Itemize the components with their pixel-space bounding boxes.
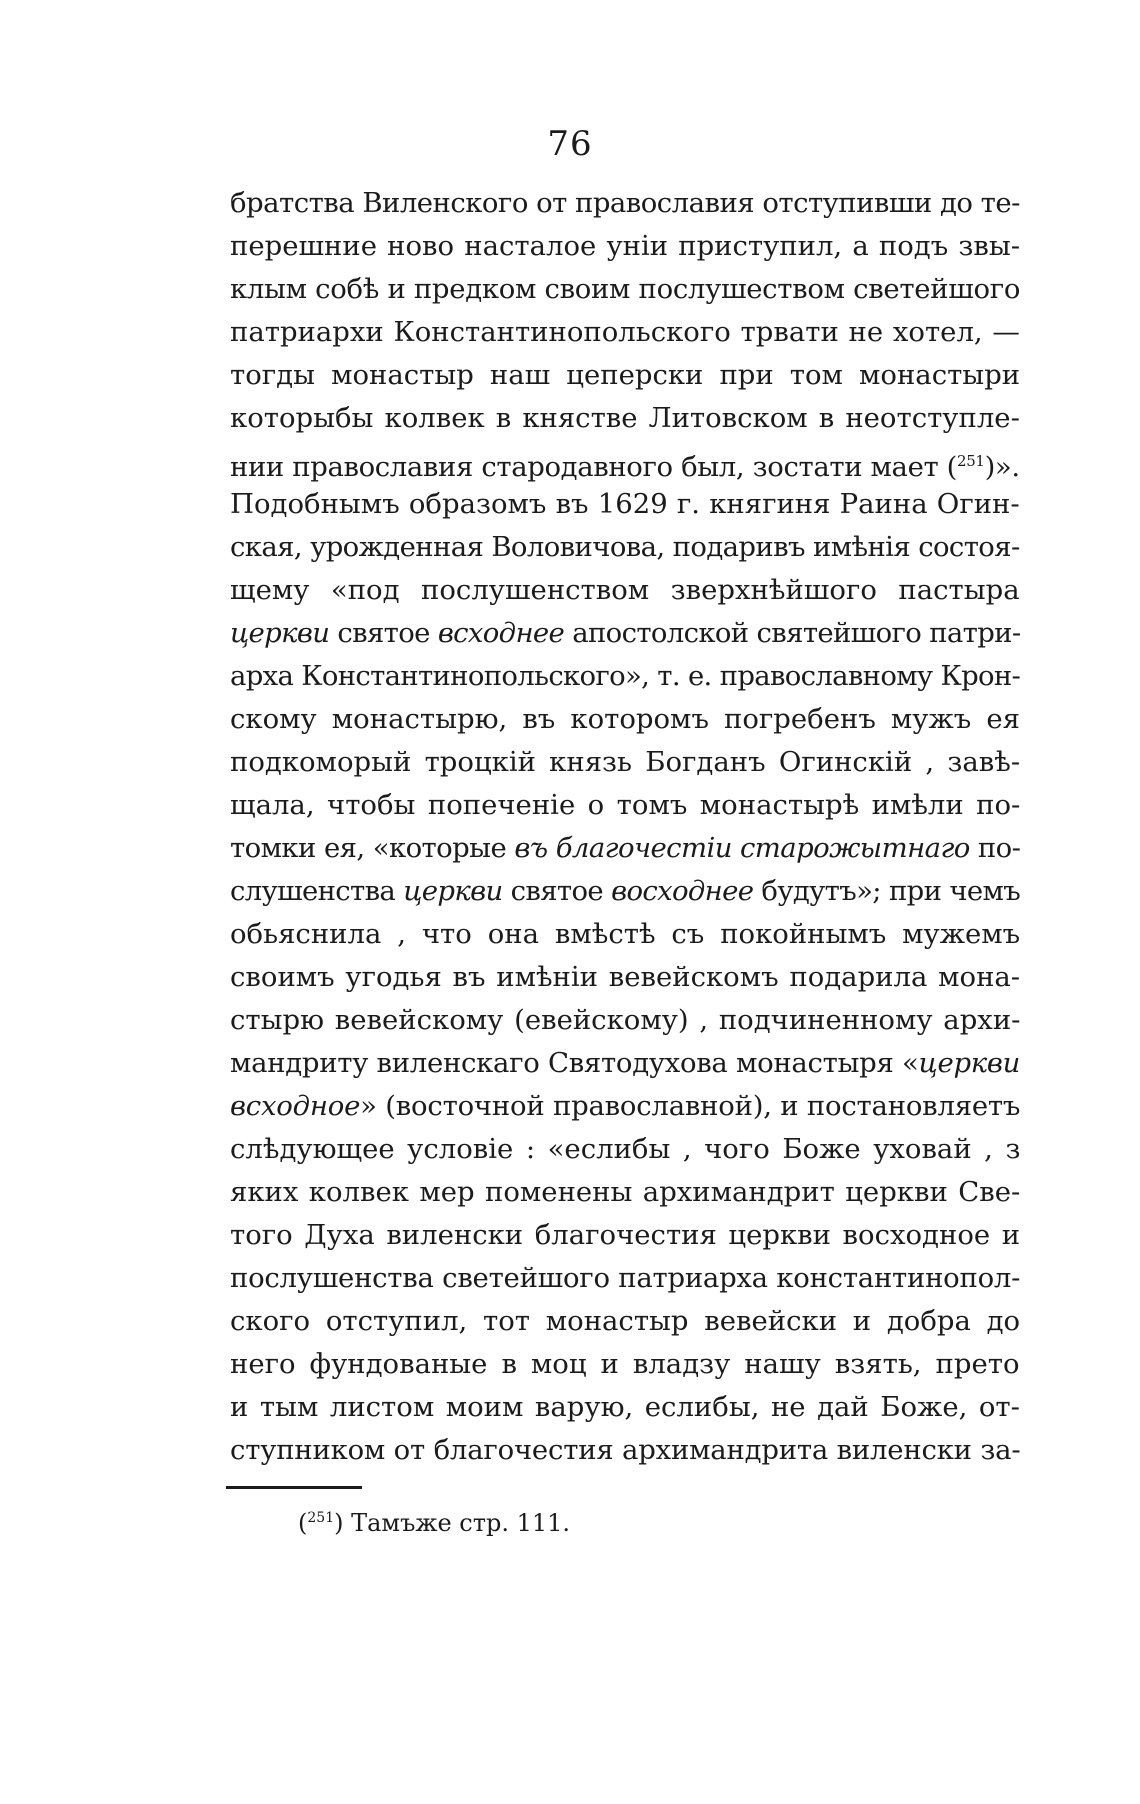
text-segment: мандриту виленскаго Святодухова монастыря « <box>230 1047 919 1079</box>
text-line <box>230 698 1020 741</box>
text-line <box>230 913 1020 956</box>
text-segment: святое <box>329 617 438 649</box>
footnote-ref-number: 251 <box>307 1510 335 1526</box>
text-segment: Подобнымъ образомъ въ 1629 г. княгиня Раина Огин- <box>230 488 1020 520</box>
text-line <box>230 1214 1020 1257</box>
text-segment: святое <box>502 875 612 907</box>
text-line <box>230 870 1020 913</box>
text-line <box>230 1171 1020 1214</box>
text-line <box>230 999 1020 1042</box>
footnote-open-paren: ( <box>298 1509 308 1537</box>
text-segment: по- <box>969 832 1021 864</box>
text-line <box>230 1429 1020 1472</box>
text-segment: слѣдующее условiе : «еслибы , чого Боже уховай , з <box>230 1133 1021 1165</box>
text-line <box>230 268 1020 311</box>
text-line <box>230 827 1020 870</box>
text-line <box>230 655 1020 698</box>
text-segment: ская, урожденная Воловичова, подаривъ имѣнiя состоя- <box>230 531 1020 563</box>
text-segment: клым собѣ и предком своим послушеством светейшого <box>230 273 1021 305</box>
text-segment: апостолской святейшого патри- <box>564 617 1021 649</box>
text-segment: скому монастырю, въ которомъ погребенъ мужъ ея <box>230 703 1020 735</box>
text-segment: ступником от благочестия архимандрита виленски за- <box>230 1434 1021 1466</box>
text-segment: своимъ угодья въ имѣнiи вевейскомъ подарила мона- <box>230 961 1021 993</box>
text-segment: щему «под послушенством зверхнѣйшого пастыра <box>230 574 1020 606</box>
text-segment: )». <box>984 451 1020 484</box>
text-line <box>230 311 1020 354</box>
italic-text: въ благочестiи старожытнаго <box>514 832 970 864</box>
text-segment: стырю вевейскому (евейскому) , подчиненному архи- <box>230 1004 1021 1036</box>
text-segment: послушенства светейшого патриарха константинопол- <box>230 1262 1021 1294</box>
italic-text: всходнее <box>437 617 565 649</box>
italic-text: церкви <box>230 617 330 649</box>
text-line <box>230 784 1020 827</box>
text-line <box>230 354 1020 397</box>
text-segment: томки ея, «которые <box>230 832 515 864</box>
text-line <box>230 440 1020 483</box>
text-line <box>230 1128 1020 1171</box>
page-number: 76 <box>547 124 593 164</box>
text-segment: яких колвек мер поменены архимандрит церкви Све- <box>230 1176 1021 1208</box>
text-segment: которыбы колвек в княстве Литовском в неотступле- <box>230 402 1020 434</box>
footnote-close-paren: ) <box>334 1509 344 1537</box>
text-segment: слушенства <box>230 875 404 907</box>
main-text-block <box>230 182 1020 1472</box>
text-segment: него фундованые в моц и владзу нашу взять, прето <box>230 1348 1020 1380</box>
text-segment: нии православия стародавного был, зостати мает ( <box>230 451 958 484</box>
text-line <box>230 182 1020 225</box>
italic-text: восходнее <box>611 875 754 907</box>
text-segment: и тым листом моим варую, еслибы, не дай Боже, от- <box>230 1391 1020 1423</box>
italic-text: церкви <box>918 1047 1021 1079</box>
text-segment: тогды монастыр наш цеперски при том монастыри <box>230 359 1021 391</box>
text-segment: будутъ»; при чемъ <box>753 875 1021 907</box>
text-segment: » (восточной православной), и постановляетъ <box>360 1090 1021 1122</box>
text-segment: того Духа виленски благочестия церкви восходное и <box>230 1219 1021 1251</box>
text-line <box>230 225 1020 268</box>
text-segment: перешние ново насталое унiи приступил, а подъ звы- <box>230 230 1021 262</box>
text-line <box>230 741 1020 784</box>
text-line <box>230 1085 1020 1128</box>
text-segment: щала, чтобы попеченiе о томъ монастырѣ имѣли по- <box>230 789 1021 821</box>
text-line <box>230 483 1020 526</box>
italic-text: церкви <box>403 875 503 907</box>
footnote-reference: 251 <box>957 452 985 470</box>
text-line <box>230 1300 1020 1343</box>
footnote <box>298 1502 570 1539</box>
text-line <box>230 397 1020 440</box>
text-line <box>230 1386 1020 1429</box>
text-line <box>230 1042 1020 1085</box>
text-line <box>230 569 1020 612</box>
text-line <box>230 526 1020 569</box>
text-line <box>230 1257 1020 1300</box>
text-segment: арха Константинопольского», т. е. православному Крон- <box>230 660 1021 692</box>
text-segment: братства Виленского от православия отступивши до те- <box>230 187 1020 219</box>
text-line <box>230 1343 1020 1386</box>
text-segment: обьяснила , что она вмѣстѣ съ покойнымъ мужемъ <box>230 918 1021 950</box>
text-line <box>230 612 1020 655</box>
text-line <box>230 956 1020 999</box>
text-segment: ского отступил, тот монастыр вевейски и добра до <box>230 1305 1021 1337</box>
footnote-separator <box>226 1486 362 1489</box>
text-segment: патриархи Константинопольского трвати не хотел, — <box>230 316 1020 348</box>
text-segment: подкоморый троцкiй князь Богданъ Огинскiй , завѣ- <box>230 746 1021 778</box>
footnote-text: Тамъже стр. 111. <box>343 1509 571 1537</box>
italic-text: всходное <box>230 1090 361 1122</box>
